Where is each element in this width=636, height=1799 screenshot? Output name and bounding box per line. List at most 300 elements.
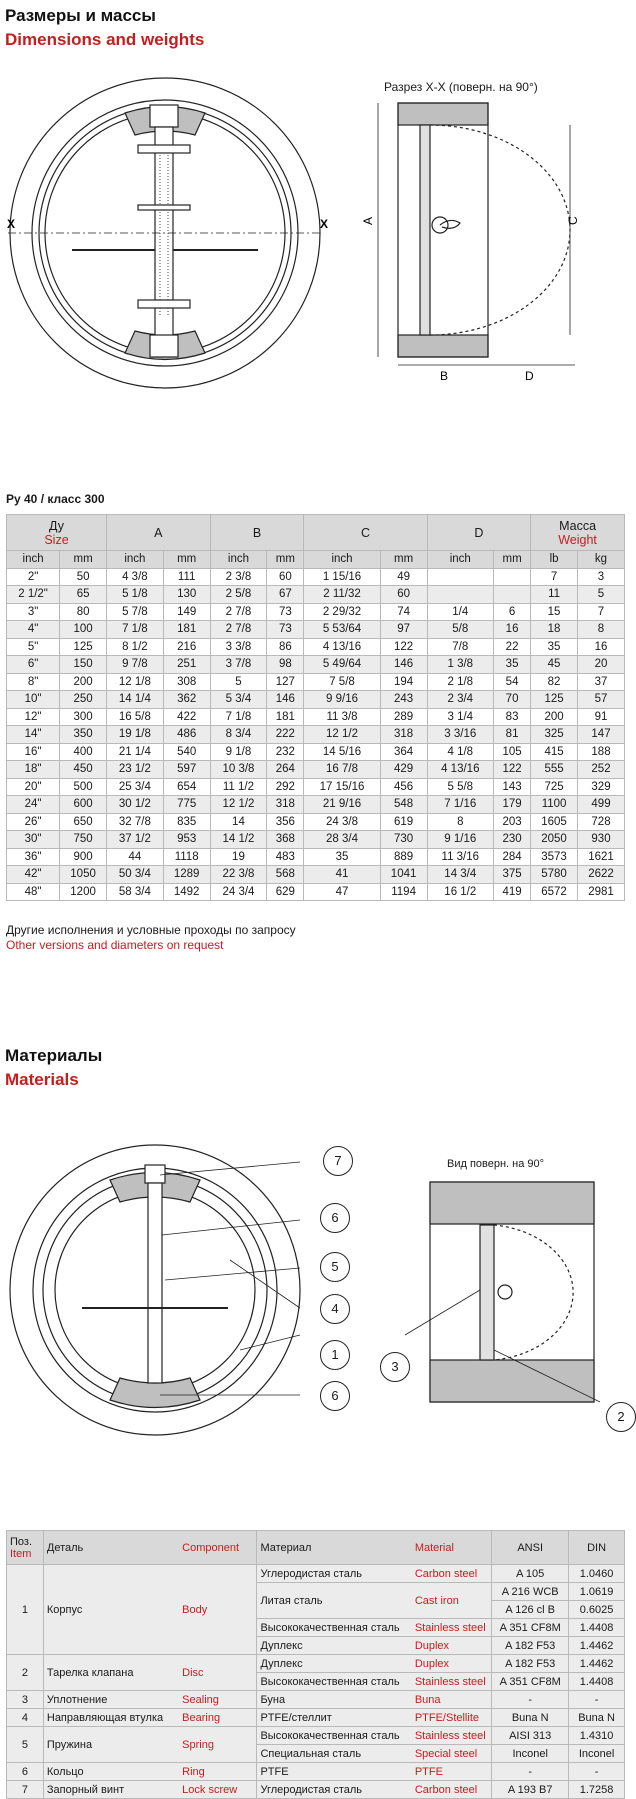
din-code: - bbox=[569, 1763, 625, 1781]
table-cell: 11 3/16 bbox=[427, 848, 493, 866]
table-cell: 24 3/8 bbox=[304, 813, 380, 831]
table-cell: 14 3/4 bbox=[427, 866, 493, 884]
table-cell: 6 bbox=[494, 603, 531, 621]
table-cell bbox=[494, 586, 531, 604]
din-code: - bbox=[569, 1691, 625, 1709]
dim-a-label: A bbox=[361, 216, 375, 225]
table-cell: 74 bbox=[380, 603, 427, 621]
table-cell: 252 bbox=[578, 761, 625, 779]
table-cell: 12 1/8 bbox=[107, 673, 164, 691]
ansi-code: A 182 F53 bbox=[492, 1655, 569, 1673]
table-cell: 97 bbox=[380, 621, 427, 639]
table-cell: 3573 bbox=[531, 848, 578, 866]
component-en: Ring bbox=[179, 1763, 257, 1781]
header-weight bbox=[531, 515, 625, 551]
table-cell: 540 bbox=[163, 743, 210, 761]
component-en: Bearing bbox=[179, 1709, 257, 1727]
table-cell: 22 3/8 bbox=[210, 866, 267, 884]
table-row bbox=[7, 866, 625, 884]
component-ru: Уплотнение bbox=[43, 1691, 179, 1709]
component-ru: Запорный винт bbox=[43, 1781, 179, 1799]
header-weight-ru: Масса bbox=[559, 518, 597, 533]
table-cell: 350 bbox=[60, 726, 107, 744]
table-cell: 422 bbox=[163, 708, 210, 726]
table-cell: 750 bbox=[60, 831, 107, 849]
materials-title-ru: Материалы bbox=[5, 1046, 103, 1065]
front-view-2 bbox=[10, 1145, 300, 1435]
ansi-code: AISI 313 bbox=[492, 1727, 569, 1745]
callout-5: 5 bbox=[320, 1252, 350, 1282]
table-cell: 2 3/8 bbox=[210, 568, 267, 586]
item-number: 4 bbox=[7, 1709, 44, 1727]
table-cell: 5 3/4 bbox=[210, 691, 267, 709]
table-cell: 1194 bbox=[380, 883, 427, 901]
pressure-class-label: Ру 40 / класс 300 bbox=[6, 492, 105, 506]
table-cell: 775 bbox=[163, 796, 210, 814]
callout-6-lower: 6 bbox=[320, 1381, 350, 1411]
header-size-en: Size bbox=[44, 532, 69, 547]
table-cell: 3 7/8 bbox=[210, 656, 267, 674]
table-cell: 48" bbox=[7, 883, 60, 901]
unit-cell: lb bbox=[531, 551, 578, 569]
table-cell: 7 1/8 bbox=[210, 708, 267, 726]
table-cell: 318 bbox=[380, 726, 427, 744]
table-cell: 18" bbox=[7, 761, 60, 779]
table-cell: 9 1/8 bbox=[210, 743, 267, 761]
unit-cell: mm bbox=[494, 551, 531, 569]
dim-b-label: B bbox=[440, 369, 449, 383]
header-c: C bbox=[304, 515, 427, 551]
unit-cell: mm bbox=[380, 551, 427, 569]
table-cell: 80 bbox=[60, 603, 107, 621]
table-cell: 60 bbox=[267, 568, 304, 586]
table-cell: 5 53/64 bbox=[304, 621, 380, 639]
table-cell: 41 bbox=[304, 866, 380, 884]
unit-cell: kg bbox=[578, 551, 625, 569]
front-view bbox=[8, 78, 322, 388]
table-cell: 243 bbox=[380, 691, 427, 709]
table-cell: 222 bbox=[267, 726, 304, 744]
din-code: 1.4462 bbox=[569, 1637, 625, 1655]
table-cell: 122 bbox=[380, 638, 427, 656]
table-cell: 125 bbox=[60, 638, 107, 656]
table-row bbox=[7, 568, 625, 586]
table-cell: 835 bbox=[163, 813, 210, 831]
table-cell: 375 bbox=[494, 866, 531, 884]
mat-header-item-en: Item bbox=[10, 1547, 32, 1560]
table-row bbox=[7, 656, 625, 674]
table-cell: 42" bbox=[7, 866, 60, 884]
table-cell: 5780 bbox=[531, 866, 578, 884]
table-cell: 953 bbox=[163, 831, 210, 849]
din-code: Buna N bbox=[569, 1709, 625, 1727]
table-cell: 2 1/8 bbox=[427, 673, 493, 691]
table-cell: 289 bbox=[380, 708, 427, 726]
component-en: Lock screw bbox=[179, 1781, 257, 1799]
table-cell: 105 bbox=[494, 743, 531, 761]
table-cell: 568 bbox=[267, 866, 304, 884]
table-cell: 900 bbox=[60, 848, 107, 866]
table-cell: 11 3/8 bbox=[304, 708, 380, 726]
table-cell: 130 bbox=[163, 586, 210, 604]
table-row bbox=[7, 638, 625, 656]
table-cell: 6" bbox=[7, 656, 60, 674]
material-ru: Высококачественная сталь bbox=[257, 1673, 412, 1691]
material-ru: Дуплекс bbox=[257, 1655, 412, 1673]
table-cell: 1605 bbox=[531, 813, 578, 831]
table-cell: 44 bbox=[107, 848, 164, 866]
din-code: 1.4408 bbox=[569, 1619, 625, 1637]
table-cell: 284 bbox=[494, 848, 531, 866]
table-cell: 16 7/8 bbox=[304, 761, 380, 779]
material-row bbox=[7, 1781, 625, 1799]
table-cell: 146 bbox=[267, 691, 304, 709]
table-cell: 619 bbox=[380, 813, 427, 831]
table-cell: 483 bbox=[267, 848, 304, 866]
ansi-code: Buna N bbox=[492, 1709, 569, 1727]
table-cell: 11 bbox=[531, 586, 578, 604]
table-cell: 37 1/2 bbox=[107, 831, 164, 849]
table-cell: 419 bbox=[494, 883, 531, 901]
table-cell: 7/8 bbox=[427, 638, 493, 656]
table-cell: 16 1/2 bbox=[427, 883, 493, 901]
table-row bbox=[7, 586, 625, 604]
table-cell: 597 bbox=[163, 761, 210, 779]
side-view-2 bbox=[405, 1182, 600, 1402]
table-cell: 19 1/8 bbox=[107, 726, 164, 744]
material-en: Special steel bbox=[412, 1745, 492, 1763]
table-cell: 216 bbox=[163, 638, 210, 656]
table-cell: 65 bbox=[60, 586, 107, 604]
table-cell: 4 1/8 bbox=[427, 743, 493, 761]
table-cell: 8 3/4 bbox=[210, 726, 267, 744]
section-title-en: Dimensions and weights bbox=[5, 30, 205, 49]
component-en: Disc bbox=[179, 1655, 257, 1691]
table-cell: 83 bbox=[494, 708, 531, 726]
table-row bbox=[7, 813, 625, 831]
table-cell: 2" bbox=[7, 568, 60, 586]
table-cell: 318 bbox=[267, 796, 304, 814]
material-en: Carbon steel bbox=[412, 1565, 492, 1583]
mat-header-din: DIN bbox=[569, 1531, 625, 1565]
units-row bbox=[7, 551, 625, 569]
table-cell: 10 3/8 bbox=[210, 761, 267, 779]
table-cell: 14 bbox=[210, 813, 267, 831]
table-cell: 429 bbox=[380, 761, 427, 779]
table-cell: 730 bbox=[380, 831, 427, 849]
mat-header-component-en: Component bbox=[179, 1531, 257, 1565]
table-cell: 32 7/8 bbox=[107, 813, 164, 831]
table-cell: 16 5/8 bbox=[107, 708, 164, 726]
table-cell: 24" bbox=[7, 796, 60, 814]
table-cell: 73 bbox=[267, 621, 304, 639]
materials-body bbox=[7, 1565, 625, 1799]
table-cell: 368 bbox=[267, 831, 304, 849]
table-cell: 250 bbox=[60, 691, 107, 709]
unit-cell: inch bbox=[427, 551, 493, 569]
ansi-code: A 182 F53 bbox=[492, 1637, 569, 1655]
material-en: Duplex bbox=[412, 1637, 492, 1655]
table-cell: 4 3/8 bbox=[107, 568, 164, 586]
table-cell: 7 bbox=[531, 568, 578, 586]
table-cell: 181 bbox=[267, 708, 304, 726]
table-cell: 143 bbox=[494, 778, 531, 796]
table-cell: 20 bbox=[578, 656, 625, 674]
table-cell: 500 bbox=[60, 778, 107, 796]
table-row bbox=[7, 726, 625, 744]
material-ru: Дуплекс bbox=[257, 1637, 412, 1655]
table-cell: 9 7/8 bbox=[107, 656, 164, 674]
table-row bbox=[7, 621, 625, 639]
item-number: 5 bbox=[7, 1727, 44, 1763]
table-row bbox=[7, 883, 625, 901]
unit-cell: inch bbox=[107, 551, 164, 569]
ansi-code: A 193 B7 bbox=[492, 1781, 569, 1799]
ansi-code: A 105 bbox=[492, 1565, 569, 1583]
material-en: Carbon steel bbox=[412, 1781, 492, 1799]
din-code: 1.4408 bbox=[569, 1673, 625, 1691]
table-cell: 3 3/8 bbox=[210, 638, 267, 656]
table-cell: 725 bbox=[531, 778, 578, 796]
table-cell: 5/8 bbox=[427, 621, 493, 639]
ansi-code: A 351 CF8M bbox=[492, 1673, 569, 1691]
table-cell: 415 bbox=[531, 743, 578, 761]
table-cell: 37 bbox=[578, 673, 625, 691]
component-ru: Направляющая втулка bbox=[43, 1709, 179, 1727]
table-cell: 47 bbox=[304, 883, 380, 901]
material-ru: Высококачественная сталь bbox=[257, 1619, 412, 1637]
table-cell: 73 bbox=[267, 603, 304, 621]
ansi-code: - bbox=[492, 1691, 569, 1709]
table-cell: 9 9/16 bbox=[304, 691, 380, 709]
table-cell: 1200 bbox=[60, 883, 107, 901]
table-cell: 232 bbox=[267, 743, 304, 761]
material-ru: Углеродистая сталь bbox=[257, 1565, 412, 1583]
header-a: A bbox=[107, 515, 211, 551]
ansi-code: A 216 WCB bbox=[492, 1583, 569, 1601]
table-cell: 14 1/2 bbox=[210, 831, 267, 849]
table-cell: 2981 bbox=[578, 883, 625, 901]
table-cell: 179 bbox=[494, 796, 531, 814]
table-cell: 2 1/2" bbox=[7, 586, 60, 604]
material-row bbox=[7, 1709, 625, 1727]
table-cell: 21 1/4 bbox=[107, 743, 164, 761]
table-cell: 35 bbox=[304, 848, 380, 866]
table-cell: 8 1/2 bbox=[107, 638, 164, 656]
material-row bbox=[7, 1727, 625, 1745]
table-cell: 3 1/4 bbox=[427, 708, 493, 726]
din-code: 1.7258 bbox=[569, 1781, 625, 1799]
table-cell: 264 bbox=[267, 761, 304, 779]
ansi-code: A 126 cl B bbox=[492, 1601, 569, 1619]
table-row bbox=[7, 603, 625, 621]
table-cell: 17 15/16 bbox=[304, 778, 380, 796]
ansi-code: - bbox=[492, 1763, 569, 1781]
table-cell: 364 bbox=[380, 743, 427, 761]
table-cell: 49 bbox=[380, 568, 427, 586]
table-cell: 1 3/8 bbox=[427, 656, 493, 674]
table-cell: 26" bbox=[7, 813, 60, 831]
table-cell: 54 bbox=[494, 673, 531, 691]
table-cell: 16 bbox=[578, 638, 625, 656]
table-cell: 5 bbox=[578, 586, 625, 604]
table-cell: 5 bbox=[210, 673, 267, 691]
table-cell: 91 bbox=[578, 708, 625, 726]
material-row bbox=[7, 1691, 625, 1709]
component-en: Sealing bbox=[179, 1691, 257, 1709]
table-cell: 650 bbox=[60, 813, 107, 831]
table-cell: 122 bbox=[494, 761, 531, 779]
material-en: Stainless steel bbox=[412, 1619, 492, 1637]
table-row bbox=[7, 708, 625, 726]
callout-6-upper: 6 bbox=[320, 1203, 350, 1233]
dim-c-label: C bbox=[566, 216, 580, 225]
table-cell: 889 bbox=[380, 848, 427, 866]
table-cell: 1621 bbox=[578, 848, 625, 866]
table-cell: 8" bbox=[7, 673, 60, 691]
table-cell: 35 bbox=[494, 656, 531, 674]
table-cell: 2 29/32 bbox=[304, 603, 380, 621]
ansi-code: A 351 CF8M bbox=[492, 1619, 569, 1637]
table-cell: 45 bbox=[531, 656, 578, 674]
header-d: D bbox=[427, 515, 531, 551]
table-cell: 81 bbox=[494, 726, 531, 744]
table-cell: 67 bbox=[267, 586, 304, 604]
table-cell: 22 bbox=[494, 638, 531, 656]
table-cell: 499 bbox=[578, 796, 625, 814]
table-cell: 1/4 bbox=[427, 603, 493, 621]
table-cell: 28 3/4 bbox=[304, 831, 380, 849]
ansi-code: Inconel bbox=[492, 1745, 569, 1763]
material-en: Stainless steel bbox=[412, 1727, 492, 1745]
table-row bbox=[7, 778, 625, 796]
callout-7: 7 bbox=[323, 1146, 353, 1176]
item-number: 7 bbox=[7, 1781, 44, 1799]
table-cell: 11 1/2 bbox=[210, 778, 267, 796]
table-cell: 6572 bbox=[531, 883, 578, 901]
table-cell: 7 1/16 bbox=[427, 796, 493, 814]
callout-1: 1 bbox=[320, 1340, 350, 1370]
unit-cell: mm bbox=[163, 551, 210, 569]
material-en: Buna bbox=[412, 1691, 492, 1709]
table-cell: 12 1/2 bbox=[210, 796, 267, 814]
header-b: B bbox=[210, 515, 304, 551]
table-cell: 57 bbox=[578, 691, 625, 709]
header-size bbox=[7, 515, 107, 551]
table-cell: 23 1/2 bbox=[107, 761, 164, 779]
section-view-caption: Разрез X-X (поверн. на 90°) bbox=[384, 80, 538, 94]
dim-d-label: D bbox=[525, 369, 534, 383]
table-cell: 728 bbox=[578, 813, 625, 831]
table-cell: 9 1/16 bbox=[427, 831, 493, 849]
table-cell: 5 1/8 bbox=[107, 586, 164, 604]
table-cell: 18 bbox=[531, 621, 578, 639]
material-ru: Углеродистая сталь bbox=[257, 1781, 412, 1799]
component-ru: Тарелка клапана bbox=[43, 1655, 179, 1691]
header-size-ru: Ду bbox=[49, 518, 65, 533]
table-cell: 14" bbox=[7, 726, 60, 744]
table-cell: 149 bbox=[163, 603, 210, 621]
table-cell: 19 bbox=[210, 848, 267, 866]
section-x-label-right: X bbox=[320, 217, 329, 231]
table-cell: 5" bbox=[7, 638, 60, 656]
table-cell: 58 3/4 bbox=[107, 883, 164, 901]
table-cell: 7 bbox=[578, 603, 625, 621]
item-number: 3 bbox=[7, 1691, 44, 1709]
table-row bbox=[7, 743, 625, 761]
table-cell: 5 7/8 bbox=[107, 603, 164, 621]
table-cell: 86 bbox=[267, 638, 304, 656]
component-ru: Пружина bbox=[43, 1727, 179, 1763]
din-code: 1.0619 bbox=[569, 1583, 625, 1601]
table-cell: 292 bbox=[267, 778, 304, 796]
table-cell: 60 bbox=[380, 586, 427, 604]
table-cell: 35 bbox=[531, 638, 578, 656]
table-cell: 16" bbox=[7, 743, 60, 761]
table-row bbox=[7, 691, 625, 709]
table-cell: 1118 bbox=[163, 848, 210, 866]
table-cell: 16 bbox=[494, 621, 531, 639]
table-cell: 362 bbox=[163, 691, 210, 709]
table-cell: 200 bbox=[60, 673, 107, 691]
table-row bbox=[7, 761, 625, 779]
table-cell bbox=[427, 586, 493, 604]
header-weight-en: Weight bbox=[558, 532, 597, 547]
table-cell: 2 5/8 bbox=[210, 586, 267, 604]
table-cell: 1492 bbox=[163, 883, 210, 901]
table-cell: 50 3/4 bbox=[107, 866, 164, 884]
table-cell: 98 bbox=[267, 656, 304, 674]
material-en: Duplex bbox=[412, 1655, 492, 1673]
item-number: 6 bbox=[7, 1763, 44, 1781]
callout-2: 2 bbox=[606, 1402, 636, 1432]
material-ru: PTFE/стеллит bbox=[257, 1709, 412, 1727]
table-cell: 1041 bbox=[380, 866, 427, 884]
unit-cell: inch bbox=[304, 551, 380, 569]
rotated-view-caption: Вид поверн. на 90° bbox=[447, 1158, 545, 1170]
material-en: PTFE bbox=[412, 1763, 492, 1781]
table-cell: 194 bbox=[380, 673, 427, 691]
table-cell: 82 bbox=[531, 673, 578, 691]
table-cell: 600 bbox=[60, 796, 107, 814]
table-cell: 5 49/64 bbox=[304, 656, 380, 674]
table-cell: 10" bbox=[7, 691, 60, 709]
table-cell: 111 bbox=[163, 568, 210, 586]
dimensions-body bbox=[7, 568, 625, 901]
material-en: Cast iron bbox=[412, 1583, 492, 1619]
mat-header-material-ru: Материал bbox=[257, 1531, 412, 1565]
table-cell: 20" bbox=[7, 778, 60, 796]
dimensions-table bbox=[6, 514, 625, 901]
table-cell: 12 1/2 bbox=[304, 726, 380, 744]
table-cell: 356 bbox=[267, 813, 304, 831]
table-row bbox=[7, 831, 625, 849]
table-cell: 12" bbox=[7, 708, 60, 726]
section-x-label-left: X bbox=[7, 217, 16, 231]
table-cell: 450 bbox=[60, 761, 107, 779]
table-cell: 8 bbox=[427, 813, 493, 831]
table-cell: 100 bbox=[60, 621, 107, 639]
callout-3: 3 bbox=[380, 1352, 410, 1382]
table-cell bbox=[494, 568, 531, 586]
table-cell: 2622 bbox=[578, 866, 625, 884]
table-cell: 456 bbox=[380, 778, 427, 796]
table-cell: 147 bbox=[578, 726, 625, 744]
material-ru: Буна bbox=[257, 1691, 412, 1709]
table-cell: 7 1/8 bbox=[107, 621, 164, 639]
unit-cell: inch bbox=[7, 551, 60, 569]
component-en: Spring bbox=[179, 1727, 257, 1763]
